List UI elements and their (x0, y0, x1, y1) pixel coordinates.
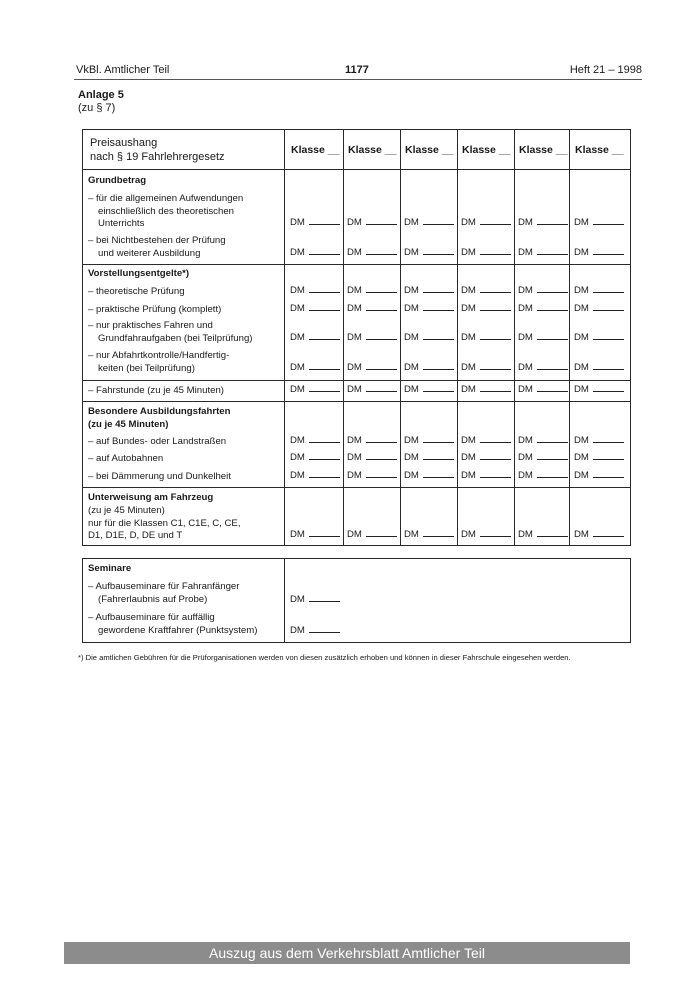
price-field-daemmerung-dunkelheit-3[interactable] (404, 470, 454, 481)
price-field-praktisches-fahren-5[interactable] (518, 332, 568, 343)
dm-label: DM (404, 435, 419, 446)
price-field-bundes-landstrassen-4[interactable] (461, 435, 511, 446)
vorstellung-item1: – theoretische Prüfung (88, 286, 185, 297)
price-blank (423, 292, 454, 293)
besondere-item1: – auf Bundes- oder Landstraßen (88, 436, 227, 447)
price-blank (366, 292, 397, 293)
price-blank (366, 224, 397, 225)
unterweisung-line2: nur für die Klassen C1, C1E, C, CE, (88, 517, 241, 529)
dm-label: DM (404, 303, 419, 314)
column-divider (343, 129, 344, 546)
price-blank (480, 369, 511, 370)
page-number: 1177 (345, 64, 369, 76)
fahrstunde-label: – Fahrstunde (zu je 45 Minuten) (88, 385, 224, 396)
dm-label: DM (290, 285, 305, 296)
grundbetrag-item1-line3: Unterrichts (98, 218, 145, 229)
dm-label: DM (461, 285, 476, 296)
price-field-grundbetrag-nichtbestehen-2[interactable] (347, 247, 397, 258)
dm-label: DM (404, 217, 419, 228)
dm-label: DM (347, 362, 362, 373)
column-divider (400, 129, 401, 546)
price-field-fahrstunde-6[interactable] (574, 384, 624, 395)
dm-label: DM (347, 435, 362, 446)
price-blank (593, 536, 624, 537)
price-blank (309, 254, 340, 255)
price-field-praktisches-fahren-1[interactable] (290, 332, 340, 343)
dm-label: DM (347, 384, 362, 395)
price-blank (537, 391, 568, 392)
klasse-header-1: Klasse __ (291, 144, 340, 156)
dm-label: DM (461, 247, 476, 258)
dm-label: DM (290, 332, 305, 343)
price-blank (593, 292, 624, 293)
dm-label: DM (574, 529, 589, 540)
section-unterweisung-title: Unterweisung am Fahrzeug (88, 492, 214, 503)
column-divider (284, 129, 285, 546)
price-blank (480, 292, 511, 293)
price-blank (366, 391, 397, 392)
price-blank (423, 339, 454, 340)
price-field-praktisches-fahren-6[interactable] (574, 332, 624, 343)
dm-label: DM (518, 435, 533, 446)
price-blank (309, 339, 340, 340)
dm-label: DM (461, 217, 476, 228)
price-blank (480, 459, 511, 460)
vorstellung-item3-line1: – nur praktisches Fahren und (88, 320, 213, 331)
section-vorstellung-title: Vorstellungsentgelte*) (88, 268, 190, 279)
price-field-grundbetrag-nichtbestehen-4[interactable] (461, 247, 511, 258)
dm-label: DM (290, 470, 305, 481)
table-title-line2: nach § 19 Fahrlehrergesetz (90, 151, 225, 163)
vorstellung-item3-line2: Grundfahraufgaben (bei Teilprüfung) (98, 332, 253, 344)
price-blank (309, 224, 340, 225)
dm-label: DM (574, 470, 589, 481)
dm-label: DM (347, 247, 362, 258)
price-blank (593, 224, 624, 225)
price-field-daemmerung-dunkelheit-6[interactable] (574, 470, 624, 481)
price-field-fahrstunde-3[interactable] (404, 384, 454, 395)
price-field-unterweisung-6[interactable] (574, 529, 624, 540)
price-blank (309, 391, 340, 392)
price-field-autobahnen-1[interactable] (290, 452, 340, 463)
price-blank (480, 536, 511, 537)
section-besondere-title-line2: (zu je 45 Minuten) (88, 418, 169, 430)
price-field-unterweisung-5[interactable] (518, 529, 568, 540)
price-field-autobahnen-6[interactable] (574, 452, 624, 463)
price-field-autobahnen-5[interactable] (518, 452, 568, 463)
dm-label: DM (461, 332, 476, 343)
price-field-daemmerung-dunkelheit-2[interactable] (347, 470, 397, 481)
price-blank (593, 369, 624, 370)
dm-label: DM (404, 247, 419, 258)
price-blank (593, 339, 624, 340)
price-blank (537, 224, 568, 225)
price-field-autobahnen-2[interactable] (347, 452, 397, 463)
price-field-fahrstunde-2[interactable] (347, 384, 397, 395)
running-head-left: VkBl. Amtlicher Teil (76, 64, 170, 76)
column-divider (569, 129, 570, 546)
price-blank (423, 391, 454, 392)
dm-label: DM (574, 435, 589, 446)
price-field-grundbetrag-nichtbestehen-6[interactable] (574, 247, 624, 258)
section-rule (82, 487, 631, 488)
dm-label: DM (574, 384, 589, 395)
price-field-daemmerung-dunkelheit-4[interactable] (461, 470, 511, 481)
dm-label: DM (574, 285, 589, 296)
price-field-abfahrtkontrolle-2[interactable] (347, 362, 397, 373)
section-besondere-title-line1: Besondere Ausbildungsfahrten (88, 406, 231, 417)
price-field-praktische-pruefung-5[interactable] (518, 303, 568, 314)
anlage-title: Anlage 5 (78, 89, 124, 101)
dm-label: DM (404, 452, 419, 463)
price-field-theoretische-pruefung-3[interactable] (404, 285, 454, 296)
dm-label: DM (404, 362, 419, 373)
price-field-praktische-pruefung-2[interactable] (347, 303, 397, 314)
dm-label: DM (574, 247, 589, 258)
dm-label: DM (574, 303, 589, 314)
dm-label: DM (290, 217, 305, 228)
dm-label: DM (574, 452, 589, 463)
unterweisung-line3: D1, D1E, D, DE und T (88, 530, 183, 541)
dm-label: DM (518, 285, 533, 296)
dm-label: DM (518, 247, 533, 258)
price-field-grundbetrag-nichtbestehen-1[interactable] (290, 247, 340, 258)
footnote: *) Die amtlichen Gebühren für die Prüforganisationen werden von diesen zusätzlich erhoben und können in dieser Fahrschule eingesehen werden. (78, 653, 571, 662)
price-blank (593, 391, 624, 392)
dm-label: DM (290, 452, 305, 463)
price-blank (366, 254, 397, 255)
price-field-grundbetrag-nichtbestehen-5[interactable] (518, 247, 568, 258)
dm-label: DM (404, 332, 419, 343)
dm-label: DM (461, 470, 476, 481)
klasse-header-5: Klasse __ (519, 144, 568, 156)
price-field-praktische-pruefung-6[interactable] (574, 303, 624, 314)
dm-label: DM (404, 384, 419, 395)
price-blank (366, 459, 397, 460)
vorstellung-item4-line2: keiten (bei Teilprüfung) (98, 362, 195, 374)
dm-label: DM (290, 247, 305, 258)
price-blank (309, 310, 340, 311)
section-grundbetrag-title: Grundbetrag (88, 175, 147, 186)
price-field-bundes-landstrassen-2[interactable] (347, 435, 397, 446)
anlage-reference: (zu § 7) (78, 102, 116, 114)
price-blank (309, 442, 340, 443)
price-field-abfahrtkontrolle-4[interactable] (461, 362, 511, 373)
price-blank (537, 310, 568, 311)
price-blank (593, 254, 624, 255)
dm-label: DM (461, 362, 476, 373)
price-blank (593, 477, 624, 478)
dm-label: DM (518, 384, 533, 395)
price-blank (593, 459, 624, 460)
price-blank (423, 254, 454, 255)
dm-label: DM (461, 303, 476, 314)
price-blank (423, 536, 454, 537)
price-blank (423, 310, 454, 311)
price-field-bundes-landstrassen-6[interactable] (574, 435, 624, 446)
klasse-header-6: Klasse __ (575, 144, 624, 156)
header-rule (74, 79, 642, 80)
dm-label: DM (518, 303, 533, 314)
price-blank (366, 477, 397, 478)
dm-label: DM (518, 217, 533, 228)
price-blank (309, 459, 340, 460)
dm-label: DM (574, 332, 589, 343)
price-field-grundbetrag-allgemein-1[interactable] (290, 217, 340, 228)
dm-label: DM (347, 332, 362, 343)
dm-label: DM (518, 452, 533, 463)
price-field-bundes-landstrassen-5[interactable] (518, 435, 568, 446)
price-field-grundbetrag-allgemein-5[interactable] (518, 217, 568, 228)
price-field-grundbetrag-allgemein-6[interactable] (574, 217, 624, 228)
section-rule (82, 169, 631, 170)
price-blank (366, 369, 397, 370)
price-blank (537, 292, 568, 293)
price-blank (366, 339, 397, 340)
dm-label: DM (290, 529, 305, 540)
price-blank (480, 224, 511, 225)
dm-label: DM (461, 435, 476, 446)
dm-label: DM (518, 529, 533, 540)
price-blank (480, 391, 511, 392)
price-field-grundbetrag-allgemein-3[interactable] (404, 217, 454, 228)
price-field-theoretische-pruefung-1[interactable] (290, 285, 340, 296)
price-blank (423, 224, 454, 225)
price-blank (537, 369, 568, 370)
price-field-bundes-landstrassen-1[interactable] (290, 435, 340, 446)
grundbetrag-item1-line2: einschließlich des theoretischen (98, 205, 234, 217)
dm-label: DM (461, 384, 476, 395)
running-head-right: Heft 21 – 1998 (569, 64, 642, 76)
besondere-item2: – auf Autobahnen (88, 453, 164, 464)
price-blank (423, 369, 454, 370)
dm-label: DM (574, 217, 589, 228)
dm-label: DM (404, 285, 419, 296)
besondere-item3: – bei Dämmerung und Dunkelheit (88, 471, 231, 482)
vorstellung-item2: – praktische Prüfung (komplett) (88, 304, 222, 315)
price-field-grundbetrag-nichtbestehen-3[interactable] (404, 247, 454, 258)
dm-label: DM (461, 452, 476, 463)
dm-label: DM (404, 529, 419, 540)
unterweisung-line1: (zu je 45 Minuten) (88, 505, 165, 516)
dm-label: DM (347, 285, 362, 296)
price-field-fahrstunde-5[interactable] (518, 384, 568, 395)
price-blank (366, 442, 397, 443)
column-divider (284, 558, 285, 643)
dm-label: DM (404, 470, 419, 481)
dm-label: DM (290, 362, 305, 373)
dm-label: DM (518, 362, 533, 373)
section-rule (82, 401, 631, 402)
price-blank (423, 477, 454, 478)
section-rule (82, 264, 631, 265)
grundbetrag-item2-line2: und weiterer Ausbildung (98, 247, 201, 259)
price-field-autobahnen-3[interactable] (404, 452, 454, 463)
price-blank (309, 292, 340, 293)
grundbetrag-item1-line1: – für die allgemeinen Aufwendungen (88, 193, 244, 204)
price-blank (537, 442, 568, 443)
klasse-header-3: Klasse __ (405, 144, 454, 156)
section-rule (82, 380, 631, 381)
price-field-grundbetrag-allgemein-2[interactable] (347, 217, 397, 228)
price-blank (537, 477, 568, 478)
price-field-theoretische-pruefung-6[interactable] (574, 285, 624, 296)
price-field-theoretische-pruefung-2[interactable] (347, 285, 397, 296)
price-blank (537, 536, 568, 537)
price-blank (480, 339, 511, 340)
price-blank (480, 310, 511, 311)
dm-label: DM (347, 303, 362, 314)
seminare-item2-line2: gewordene Kraftfahrer (Punktsystem) (98, 624, 258, 636)
price-blank (366, 536, 397, 537)
section-seminare-title: Seminare (88, 563, 132, 574)
price-field-praktisches-fahren-2[interactable] (347, 332, 397, 343)
price-blank (480, 477, 511, 478)
vorstellung-item4-line1: – nur Abfahrtkontrolle/Handfertig- (88, 350, 230, 361)
dm-label: DM (290, 594, 305, 605)
price-field-autobahnen-4[interactable] (461, 452, 511, 463)
price-blank (537, 254, 568, 255)
price-field-unterweisung-1[interactable] (290, 529, 340, 540)
price-field-theoretische-pruefung-4[interactable] (461, 285, 511, 296)
seminare-item2-line1: – Aufbauseminare für auffällig (88, 612, 215, 623)
dm-label: DM (347, 217, 362, 228)
price-field-abfahrtkontrolle-6[interactable] (574, 362, 624, 373)
klasse-header-2: Klasse __ (348, 144, 397, 156)
price-field-fahrstunde-1[interactable] (290, 384, 340, 395)
price-field-praktisches-fahren-4[interactable] (461, 332, 511, 343)
price-blank (593, 442, 624, 443)
seminare-item1-line2: (Fahrerlaubnis auf Probe) (98, 593, 208, 605)
footer-banner: Auszug aus dem Verkehrsblatt Amtlicher Teil (64, 942, 630, 964)
price-blank (480, 442, 511, 443)
dm-label: DM (347, 529, 362, 540)
price-blank (537, 339, 568, 340)
price-field-daemmerung-dunkelheit-1[interactable] (290, 470, 340, 481)
price-field-abfahrtkontrolle-5[interactable] (518, 362, 568, 373)
price-blank (423, 442, 454, 443)
price-field-praktische-pruefung-4[interactable] (461, 303, 511, 314)
dm-label: DM (574, 362, 589, 373)
price-field-abfahrtkontrolle-1[interactable] (290, 362, 340, 373)
table-title-line1: Preisaushang (90, 137, 158, 149)
price-field-unterweisung-2[interactable] (347, 529, 397, 540)
price-blank (309, 369, 340, 370)
dm-label: DM (518, 470, 533, 481)
price-field-grundbetrag-allgemein-4[interactable] (461, 217, 511, 228)
seminare-item1-line1: – Aufbauseminare für Fahranfänger (88, 581, 240, 592)
price-blank (537, 459, 568, 460)
price-field-praktische-pruefung-1[interactable] (290, 303, 340, 314)
price-blank (309, 477, 340, 478)
price-blank (423, 459, 454, 460)
price-blank (480, 254, 511, 255)
price-blank (366, 310, 397, 311)
price-blank (593, 310, 624, 311)
dm-label: DM (347, 470, 362, 481)
price-blank (309, 536, 340, 537)
dm-label: DM (290, 384, 305, 395)
dm-label: DM (518, 332, 533, 343)
column-divider (457, 129, 458, 546)
price-field-fahrstunde-4[interactable] (461, 384, 511, 395)
dm-label: DM (347, 452, 362, 463)
dm-label: DM (290, 625, 305, 636)
price-field-praktische-pruefung-3[interactable] (404, 303, 454, 314)
price-field-unterweisung-4[interactable] (461, 529, 511, 540)
price-field-bundes-landstrassen-3[interactable] (404, 435, 454, 446)
price-field-praktisches-fahren-3[interactable] (404, 332, 454, 343)
klasse-header-4: Klasse __ (462, 144, 511, 156)
column-divider (514, 129, 515, 546)
grundbetrag-item2-line1: – bei Nichtbestehen der Prüfung (88, 235, 226, 246)
price-field-theoretische-pruefung-5[interactable] (518, 285, 568, 296)
price-field-unterweisung-3[interactable] (404, 529, 454, 540)
dm-label: DM (290, 435, 305, 446)
dm-label: DM (290, 303, 305, 314)
dm-label: DM (461, 529, 476, 540)
price-field-abfahrtkontrolle-3[interactable] (404, 362, 454, 373)
price-field-daemmerung-dunkelheit-5[interactable] (518, 470, 568, 481)
